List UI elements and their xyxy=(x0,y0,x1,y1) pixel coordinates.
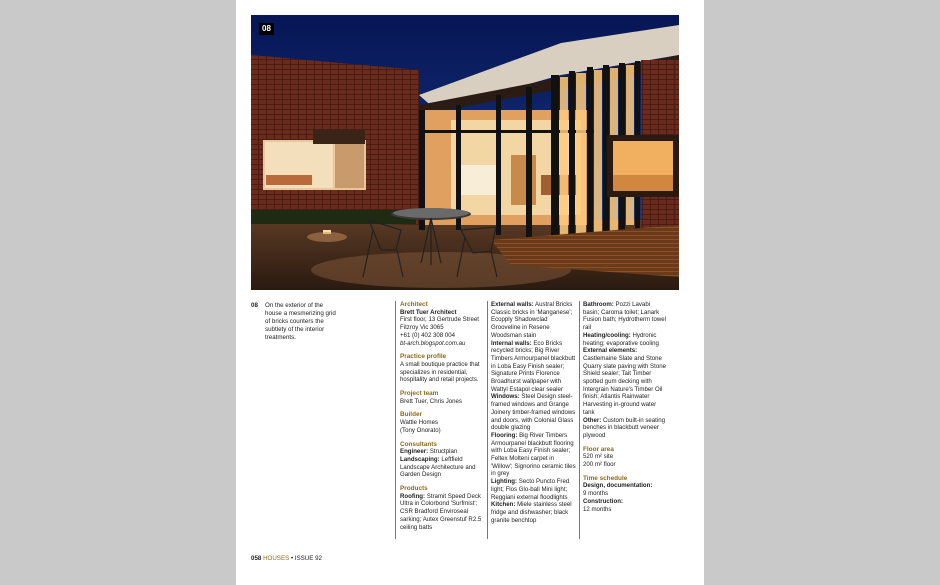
roofing-text: Stramit Speed Deck Ultra in Colorbond 'Surfmist'; CSR Bradford Enviroseal sarking; Autex Greenstuf R2.5 ceiling batts xyxy=(400,492,482,531)
caption-text: On the exterior of the house a mesmerizing grid of bricks counters the subtlety of the interior treatments. xyxy=(265,302,336,341)
windows-text: Steel Design steel-framed windows and Grange Joinery timber-framed windows and doors, with Colonial Glass double glazing xyxy=(491,393,576,432)
house-exterior-photo xyxy=(251,15,679,290)
internal-walls-text: Eco Bricks recycled bricks; Big River Timbers Armourpanel blackbutt in Loba Easy Finish sealer; Signature Prints Florence Broadhurst wallpaper with Wattyl Estapol clear sealer xyxy=(491,339,576,393)
lighting-entry xyxy=(491,478,576,501)
products-heading: Products xyxy=(400,485,428,493)
engineer-label: Engineer: xyxy=(400,448,429,456)
external-walls-entry xyxy=(491,301,576,340)
caption-number: 08 xyxy=(251,302,258,309)
lighting-label: Lighting: xyxy=(491,478,518,486)
flooring-text: Big River Timbers Armourpanel blackbutt flooring with Loba Easy Finish sealer; Feltex Molteni carpet in 'Willow'; Signorino ceramic tiles in grey xyxy=(491,431,576,478)
internal-walls-entry xyxy=(491,340,576,394)
credits-column-2 xyxy=(491,301,576,524)
external-elements-entry xyxy=(583,347,667,416)
page-number: 058 xyxy=(251,555,262,562)
other-label: Other: xyxy=(583,416,602,424)
other-entry xyxy=(583,417,667,440)
roofing-label: Roofing: xyxy=(400,492,426,500)
external-walls-text: Austral Bricks Classic bricks in 'Manganese'; Ecopply Shadowclad Grooveline in Resene Woodsman stain xyxy=(491,301,573,339)
kitchen-label: Kitchen: xyxy=(491,501,516,509)
builder-contact: (Tony Onorato) xyxy=(400,426,441,434)
builder-name: Wattle Homes xyxy=(400,419,439,427)
external-elements-text: Castlemaine Slate and Stone Quarry slate paving with Stone Shield sealer; Tait Timber spotted gum decking with Intergrain Nature's Timber Oil finish; Atlantis Rainwater Harvesting in-ground water tank xyxy=(583,354,666,416)
credits-column-1 xyxy=(400,301,484,531)
construction-text: 12 months xyxy=(583,505,612,513)
column-divider xyxy=(395,301,396,539)
heating-entry xyxy=(583,332,667,347)
landscaping-text: Leftfield Landscape Architecture and Garden Design xyxy=(400,455,476,479)
architect-phone: +61 (0) 402 308 004 xyxy=(400,331,456,339)
architect-address-line1: First floor, 13 Gertrude Street xyxy=(400,316,479,324)
kitchen-entry xyxy=(491,501,576,524)
flooring-label: Flooring: xyxy=(491,431,518,439)
issue-number: • ISSUE 92 xyxy=(290,555,322,562)
landscaping-entry xyxy=(400,456,484,479)
bathroom-entry xyxy=(583,301,667,332)
external-elements-label: External elements: xyxy=(583,347,638,355)
architect-website: bt-arch.blogspot.com.au xyxy=(400,339,466,347)
flooring-entry xyxy=(491,432,576,478)
heating-text: Hydronic heating; evaporative cooling xyxy=(583,331,659,347)
engineer-entry xyxy=(400,448,484,456)
bathroom-label: Bathroom: xyxy=(583,301,614,308)
windows-entry xyxy=(491,393,576,432)
time-schedule-heading: Time schedule xyxy=(583,474,628,482)
column-divider xyxy=(579,301,580,539)
column-divider xyxy=(487,301,488,539)
floor-area-floor: 200 m² floor xyxy=(583,461,616,469)
construction-label: Construction: xyxy=(583,497,623,505)
page-footer xyxy=(251,555,322,562)
project-team-heading: Project team xyxy=(400,390,439,398)
bathroom-text: Pozzi Lavabi basin; Caroma toilet; Lanark Fusion bath; Hydrotherm towel rail xyxy=(583,301,666,332)
kitchen-text: Miele stainless steel fridge and dishwasher; black granite benchtop xyxy=(491,501,572,524)
design-label: Design, documentation: xyxy=(583,482,653,490)
house-exterior-illustration xyxy=(251,15,679,290)
engineer-text: Structplan xyxy=(429,448,458,456)
other-text: Custom built-in seating benches in blackbutt veneer plywood xyxy=(583,416,665,439)
floor-area-site: 520 m² site xyxy=(583,453,614,461)
project-team-text: Brett Tuer, Chris Jones xyxy=(400,397,462,405)
landscaping-label: Landscaping: xyxy=(400,455,440,463)
architect-name: Brett Tuer Architect xyxy=(400,308,457,316)
architect-address-line2: Fitzroy Vic 3065 xyxy=(400,324,444,332)
photo-caption xyxy=(251,302,341,342)
credits-column-3 xyxy=(583,301,667,513)
heating-label: Heating/cooling: xyxy=(583,331,631,339)
windows-label: Windows: xyxy=(491,393,520,401)
practice-profile-text: A small boutique practice that specializes in residential, hospitality and retail projects. xyxy=(400,360,480,384)
floor-area-heading: Floor area xyxy=(583,445,614,453)
design-text: 9 months xyxy=(583,490,609,498)
internal-walls-label: Internal walls: xyxy=(491,339,532,347)
builder-heading: Builder xyxy=(400,411,423,419)
external-walls-label: External walls: xyxy=(491,301,534,308)
figure-number-badge: 08 xyxy=(259,23,274,35)
architect-heading: Architect xyxy=(400,301,428,308)
publication-name: HOUSES xyxy=(263,555,290,562)
consultants-heading: Consultants xyxy=(400,440,437,448)
lighting-text: Secto Puncto Fred light; Flos Glo-ball Mini light; Reggiani external floodlights xyxy=(491,478,570,501)
magazine-page xyxy=(236,0,704,585)
roofing-entry xyxy=(400,493,484,532)
practice-profile-heading: Practice profile xyxy=(400,353,447,361)
